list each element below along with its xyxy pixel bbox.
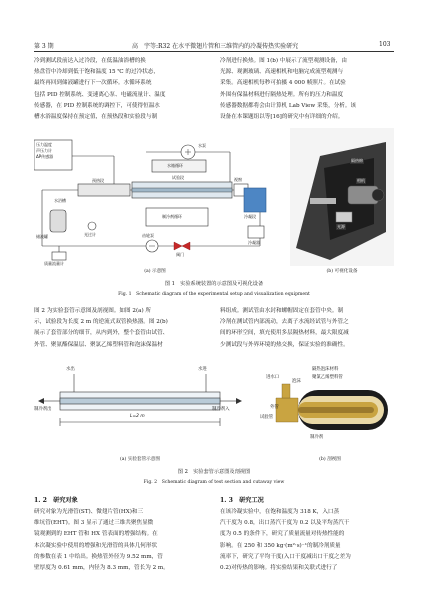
filter: [88, 222, 96, 230]
fig1a-schematic: [34, 128, 280, 266]
label-ref-in: 制冷剂入: [212, 407, 230, 412]
label-test-tube: 试验管: [260, 415, 274, 420]
fig1b-svg: [290, 128, 394, 266]
text-line: 流率下，研究了平均干度(入口干度减出口干度之差为: [220, 553, 351, 560]
text-line: 冷剂进行换热。图 1(b) 中展示了流型观测设备，由: [220, 58, 347, 64]
condenser-box: [248, 226, 264, 238]
label-water-tank: 水浴槽: [54, 198, 66, 203]
text-line: 本次凝实验中使用的增强和光滑管的具体几何形状: [34, 542, 158, 549]
text-line: 镜观测到的 EHT 管和 HX 管表面的增强结构。在: [34, 531, 158, 538]
label-pvc: 聚氯乙烯塑料管: [312, 375, 343, 380]
fig1-caption-cn: 图 1 实验系统装置的示意图及可视化设备: [164, 281, 264, 287]
label-ref-flow: 制冷剂: [310, 435, 324, 440]
label-water-pump: 水泵: [198, 143, 206, 148]
label-bath: 水箱循环: [167, 163, 183, 168]
label-ref-out: 制冷剂出: [34, 407, 52, 412]
text-line: 冷到测试段前达入过冷段，在低温油浴槽的换: [34, 58, 146, 64]
text-line: 槽水浴温度保持在预定值，在预热段和实验段与制: [34, 114, 158, 121]
fig1-caption-en: Fig. 1 Schematic diagram of the experimental setup and visualization equipment: [118, 292, 310, 297]
text-line: 光源、观测玻璃、高速相机和电脑完成流型观测与: [220, 69, 344, 76]
text-line: 间的环形空间，填充使用多层隔热材料，最大限度减: [220, 330, 349, 337]
mass-flow-meter: [52, 252, 66, 260]
label-filter: 光过计: [84, 232, 96, 237]
header-title: 高 宇等:R32 在水平微翅片管和三维管内的冷凝传热实验研究: [132, 43, 299, 50]
valve-marker: [174, 242, 182, 250]
camera-lens: [372, 189, 384, 201]
section-heading-1-3: 1. 3 研究工况: [220, 497, 264, 504]
text-line: 0.2)对传热的影响。将实验结果和关联式进行了: [220, 565, 338, 572]
text-line: 展示了套管部分的细节，从内到外，整个套管由试管、: [34, 330, 169, 337]
text-line: 汽干度为 0.8，出口蒸汽干度为 0.2 以及平均蒸汽干: [220, 520, 350, 527]
mid-right-paragraph: [220, 306, 394, 351]
fig2-caption-cn: 图 2 实验套管示意图及剖视图: [177, 469, 251, 475]
label-light: 光源: [337, 224, 345, 229]
label-water-out: 水出: [66, 367, 75, 372]
fig2a-svg: [34, 360, 242, 452]
label-insul: 隔热泡沫材料: [312, 367, 339, 372]
inner-tube: [60, 398, 220, 404]
text-line: 外围有保温材料进行隔热处理。所有的压力和温度: [220, 91, 344, 98]
mid-left-paragraph: [34, 306, 206, 351]
section-heading-1-2: 1. 2 研究对象: [34, 497, 78, 504]
label-condenser: 冷凝器: [248, 240, 260, 245]
label-reservoir: 储液罐: [36, 234, 48, 239]
label-foam: 泡沫: [292, 379, 301, 384]
label-insulation: 隔热棉: [351, 158, 363, 163]
fig1b-photo: [290, 128, 394, 266]
text-line: 料组成。测试管由水封和螺帽固定在套管中央。制: [220, 308, 344, 314]
text-line: 示，试验段为长度 2 m 的逆流式双管换热器。图 2(b): [34, 319, 168, 326]
label-view: 视窗: [234, 177, 242, 182]
text-line: 在该冷凝实验中，在饱和温度为 318 K，入口蒸: [220, 509, 340, 515]
fig2b-subcaption: (b) 剖视图: [319, 457, 341, 462]
test-tube: [298, 407, 374, 413]
header-page: 103: [379, 41, 391, 48]
label-water-inlet: 进水口: [266, 375, 280, 380]
text-line: 壁厚度为 0.61 mm，内径为 8.3 mm，管长为 2 m。: [34, 565, 169, 572]
text-line: 图 2 为实验套管示意图及剖视图。如图 2(a) 所: [34, 308, 152, 314]
text-line: 采集。高速相机每秒可拍摄 4 000 帧照片。在试验: [220, 80, 346, 87]
fig1a-subcaption: (a) 示意图: [144, 269, 166, 274]
text-line: 冷剂在测试管内部流动，去离子水流经试管与外管之: [220, 319, 349, 326]
fig2b-cutaway: [258, 360, 394, 452]
label-test: 试验段: [172, 175, 184, 180]
label-mass-flow: 质量流量计: [44, 261, 64, 266]
light-source: [336, 212, 352, 222]
top-right-paragraph: [220, 56, 394, 123]
section-1-2-paragraph: [34, 507, 206, 574]
fig2a-schematic: [34, 360, 242, 452]
fig1a-svg: [34, 128, 280, 266]
top-left-paragraph: [34, 56, 206, 123]
text-line: 研究对象为光滑管(ST)、微翅片管(HX)和三: [34, 509, 144, 515]
fig1b-subcaption: (b) 可视化设备: [326, 269, 358, 274]
fig2-caption-en: Fig. 2 Schematic diagram of test section and cutaway view: [143, 480, 285, 485]
label-meter: 压力温度 声压力计 ΔP传感器: [36, 142, 54, 159]
text-line: 传感器数据都将会由计算机 Lab View 采集，分析。该: [220, 102, 357, 109]
text-line: 设备在本课题组以等[16]的研究中有详细的介绍。: [220, 114, 344, 121]
label-gear-pump: 齿轮泵: [142, 233, 154, 238]
header-rule: [34, 51, 394, 52]
text-line: 热盘管中冷却到低于饱和温度 15 ℃ 的过冷状态，: [34, 69, 159, 76]
text-line: 最终再回到储液罐进行下一次循环。水循环系统: [34, 80, 152, 87]
label-valve: 阀门: [176, 252, 184, 257]
text-line: 传感器，在 PID 控制系统的调控下，可使得恒温水: [34, 102, 160, 109]
fig2a-subcaption: (a) 实验套管示意图: [120, 457, 160, 462]
text-line: 维坑管(EHT)。图 3 显示了通过三维共聚焦显微: [34, 520, 154, 527]
text-line: 影响。在 250 和 350 kg·(m²·s)⁻¹的制冷剂质量: [220, 542, 341, 549]
text-line: 度为 0.5 的条件下，研究了质量流量对传热性能的: [220, 531, 345, 538]
label-cooling: 冷凝段: [244, 214, 256, 219]
text-line: 的参数在表 1 中给出。换热管外径为 9.52 mm，管: [34, 553, 163, 560]
cooling-bath: [244, 188, 266, 212]
water-inlet: [282, 384, 290, 398]
text-line: 外管、聚氨酯保温层、聚氯乙烯塑料管和泡沫保温材: [34, 341, 163, 348]
label-length: L=2 m: [130, 414, 145, 419]
reservoir: [50, 210, 66, 232]
section-1-3-paragraph: [220, 507, 394, 574]
label-camera: 相机: [357, 178, 365, 183]
text-line: 少测试段与外界环境的热交换，保证实验的准确性。: [220, 341, 349, 348]
label-preheat: 预热段: [92, 178, 104, 183]
label-chiller: 制冷剂循环: [162, 214, 182, 219]
preheat-section: [78, 184, 130, 196]
label-outer: 外管: [270, 405, 279, 410]
label-water-in: 水进: [198, 367, 207, 372]
header-issue: 第 3 期: [34, 43, 54, 50]
text-line: 包括 PID 控制系统、变速离心泵、电磁流量计、温度: [34, 91, 166, 98]
